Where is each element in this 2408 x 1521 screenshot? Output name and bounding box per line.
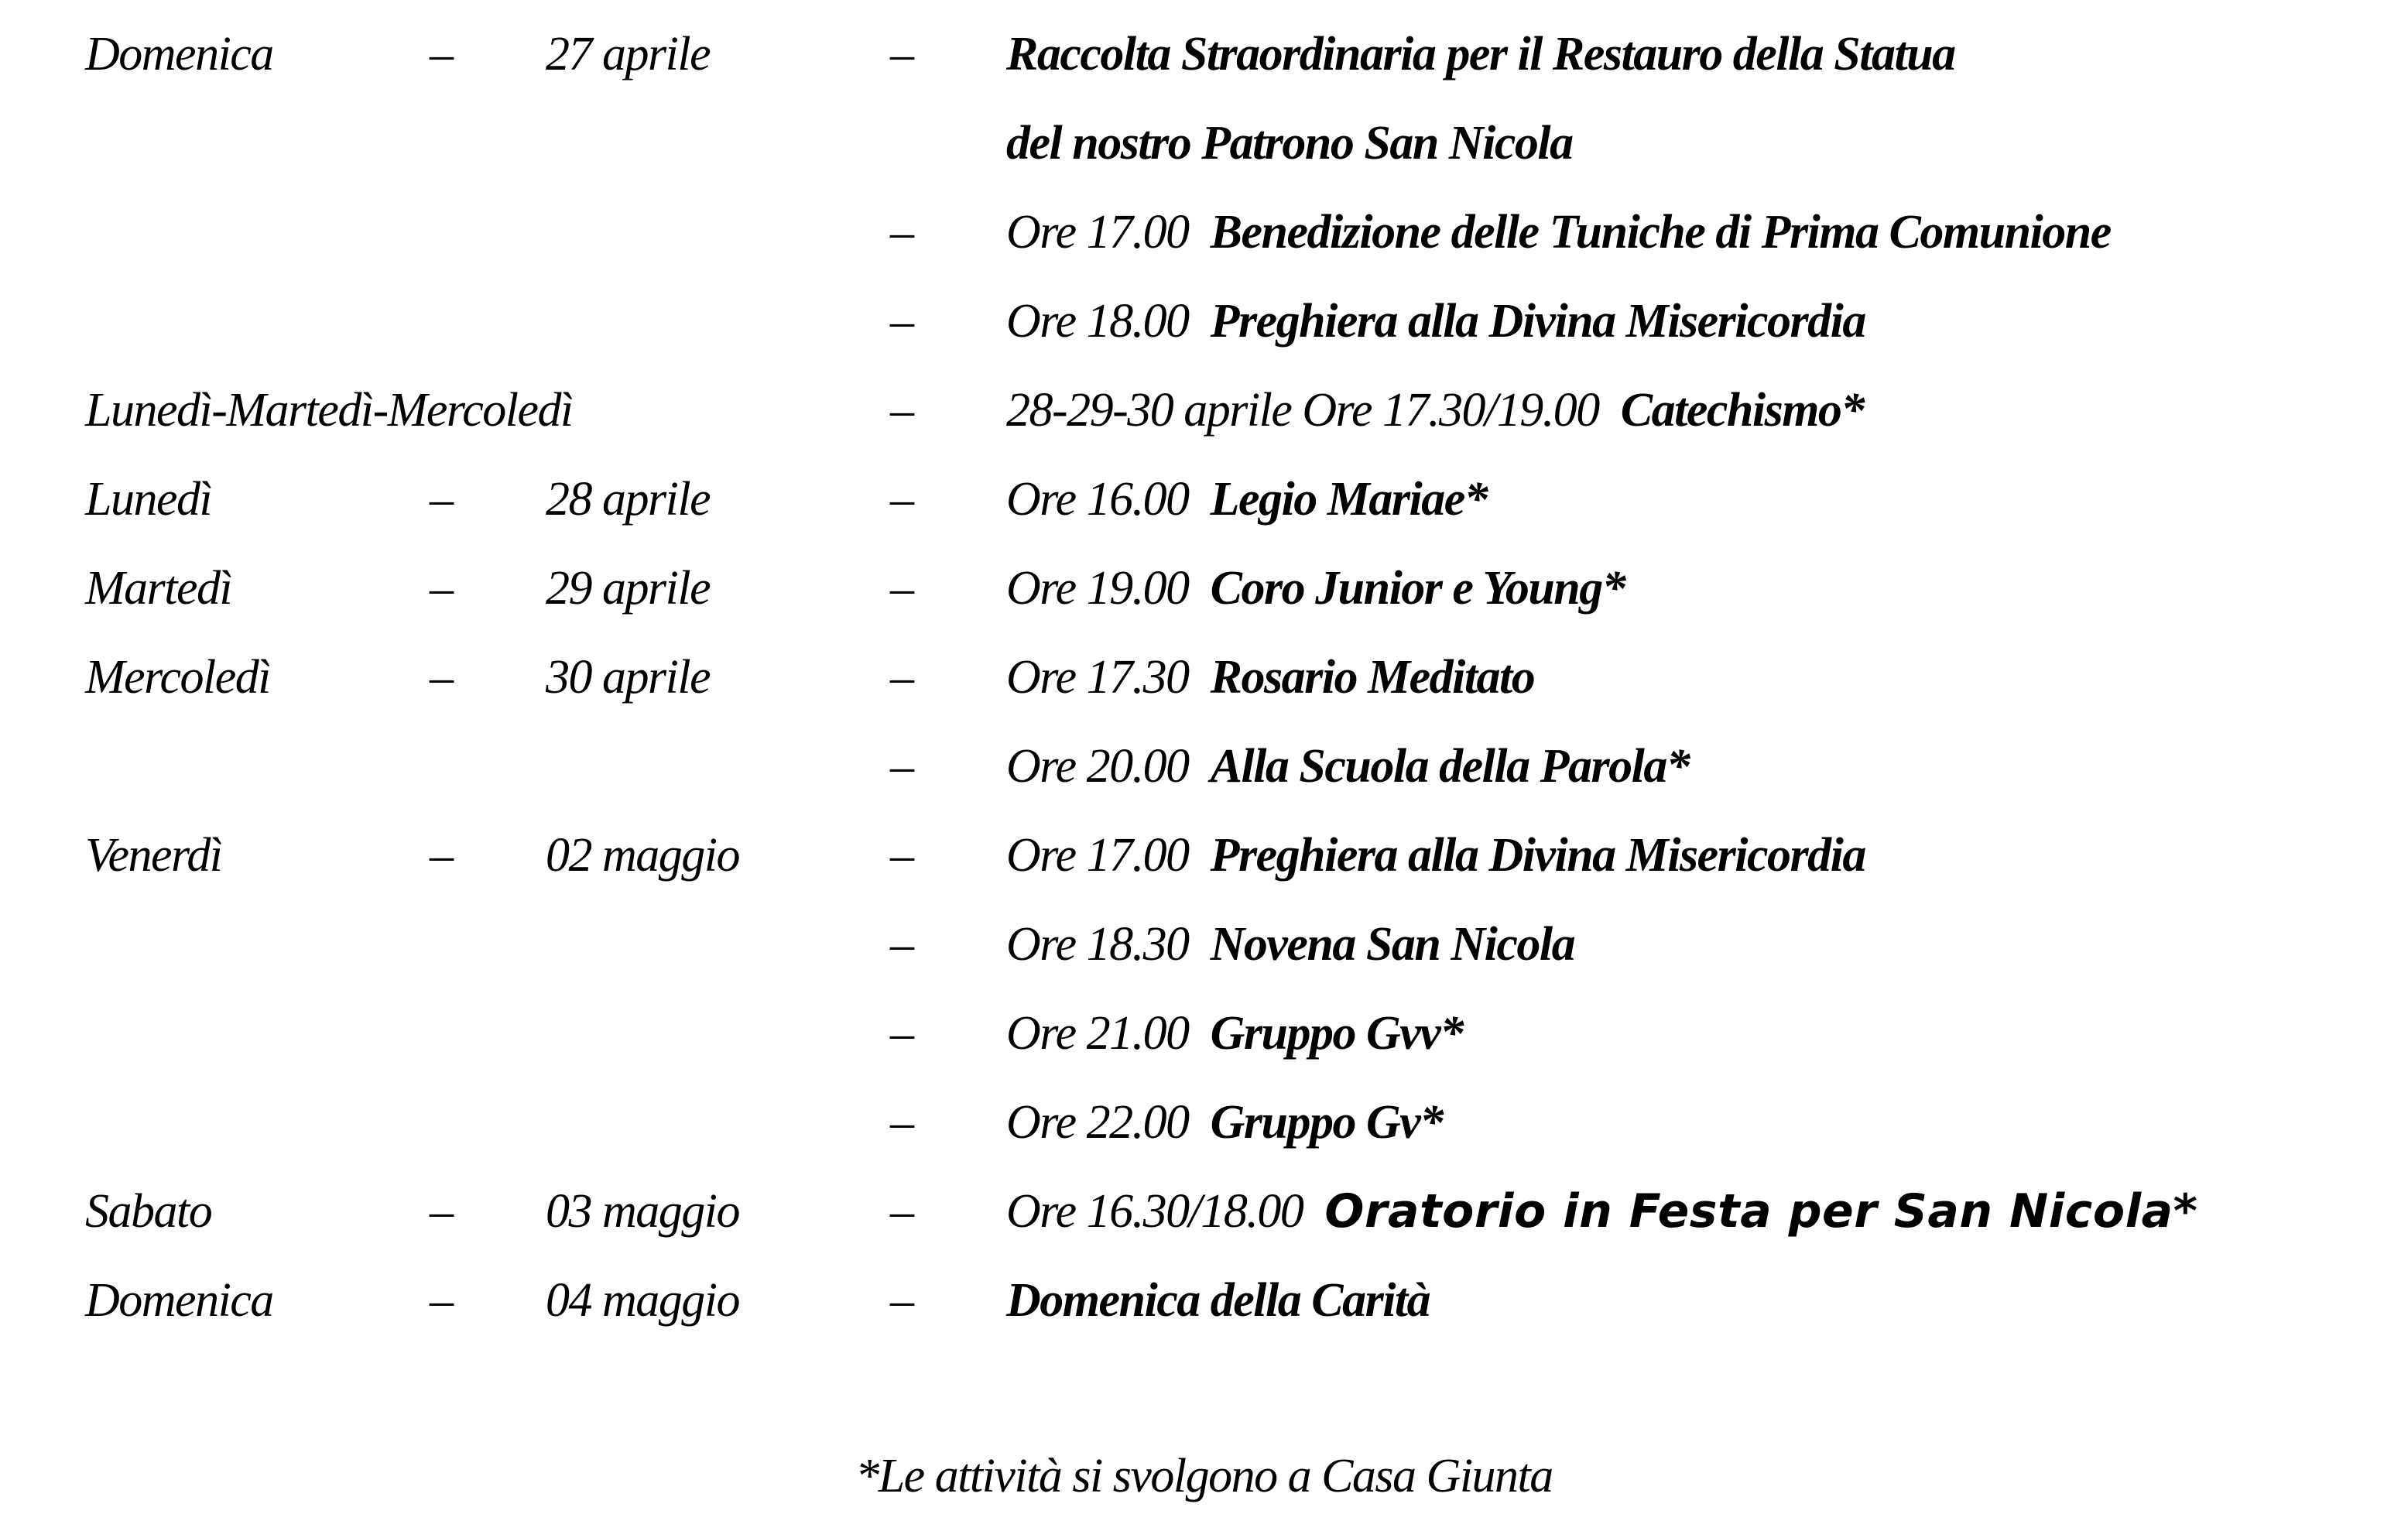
schedule-row bbox=[0, 455, 2408, 544]
separator-dash: – bbox=[890, 384, 913, 437]
schedule-row bbox=[0, 10, 2408, 99]
separator-dash: – bbox=[890, 829, 913, 882]
schedule-row bbox=[0, 277, 2408, 366]
date-label: 03 maggio bbox=[546, 1185, 739, 1238]
event-title: del nostro Patrono San Nicola bbox=[1006, 117, 1573, 170]
event-title: Rosario Meditato bbox=[1210, 651, 1535, 704]
date-label: 02 maggio bbox=[546, 829, 739, 882]
schedule-row bbox=[0, 1078, 2408, 1167]
event-time: Ore 18.00 bbox=[1006, 295, 1189, 348]
event-title: Gruppo Gvv* bbox=[1210, 1007, 1463, 1060]
event-entry bbox=[1006, 455, 1487, 544]
event-entry bbox=[1006, 811, 1865, 900]
day-label: Domenica bbox=[85, 28, 273, 81]
event-time: Ore 21.00 bbox=[1006, 1007, 1189, 1060]
schedule-row bbox=[0, 188, 2408, 277]
date-label: 29 aprile bbox=[546, 562, 711, 615]
event-time: Ore 22.00 bbox=[1006, 1096, 1189, 1149]
event-title: Coro Junior e Young* bbox=[1210, 562, 1625, 615]
day-label: Mercoledì bbox=[85, 651, 270, 704]
event-entry bbox=[1006, 10, 1955, 99]
event-entry bbox=[1006, 544, 1625, 633]
date-label: 27 aprile bbox=[546, 28, 711, 81]
day-label: Venerdì bbox=[85, 829, 222, 882]
event-time: Ore 17.00 bbox=[1006, 206, 1189, 259]
separator-dash: – bbox=[890, 1096, 913, 1149]
day-label: Sabato bbox=[85, 1185, 212, 1238]
event-title: Oratorio in Festa per San Nicola* bbox=[1324, 1184, 2198, 1238]
event-entry bbox=[1006, 989, 1463, 1078]
event-time: Ore 19.00 bbox=[1006, 562, 1189, 615]
event-title: Benedizione delle Tuniche di Prima Comunione bbox=[1210, 206, 2111, 259]
separator-dash: – bbox=[890, 651, 913, 704]
day-label: Martedì bbox=[85, 562, 232, 615]
event-time: 28-29-30 aprile Ore 17.30/19.00 bbox=[1006, 384, 1599, 437]
separator-dash: – bbox=[890, 562, 913, 615]
event-title: Domenica della Carità bbox=[1006, 1274, 1430, 1327]
event-entry bbox=[1006, 900, 1574, 989]
event-entry bbox=[1006, 277, 1865, 366]
separator-dash: – bbox=[430, 1274, 453, 1327]
event-time: Ore 17.30 bbox=[1006, 651, 1189, 704]
event-entry bbox=[1006, 99, 1573, 188]
event-entry bbox=[1006, 722, 1689, 811]
schedule-row bbox=[0, 99, 2408, 188]
separator-dash: – bbox=[890, 740, 913, 793]
date-label: 04 maggio bbox=[546, 1274, 739, 1327]
event-title: Raccolta Straordinaria per il Restauro della Statua bbox=[1006, 28, 1955, 81]
schedule-row bbox=[0, 544, 2408, 633]
separator-dash: – bbox=[890, 28, 913, 81]
event-entry bbox=[1006, 1167, 2198, 1256]
date-label: 30 aprile bbox=[546, 651, 711, 704]
event-entry bbox=[1006, 366, 1864, 455]
event-title: Novena San Nicola bbox=[1210, 918, 1575, 971]
event-title: Preghiera alla Divina Misericordia bbox=[1210, 295, 1865, 348]
event-title: Gruppo Gv* bbox=[1210, 1096, 1443, 1149]
day-label: Domenica bbox=[85, 1274, 273, 1327]
separator-dash: – bbox=[890, 918, 913, 971]
event-title: Catechismo* bbox=[1620, 384, 1864, 437]
separator-dash: – bbox=[890, 473, 913, 526]
footnote: *Le attività si svolgono a Casa Giunta bbox=[855, 1450, 1553, 1502]
separator-dash: – bbox=[430, 28, 453, 81]
schedule-row bbox=[0, 633, 2408, 722]
separator-dash: – bbox=[430, 562, 453, 615]
schedule-row bbox=[0, 1167, 2408, 1256]
event-time: Ore 18.30 bbox=[1006, 918, 1189, 971]
separator-dash: – bbox=[890, 1007, 913, 1060]
separator-dash: – bbox=[430, 473, 453, 526]
schedule-row bbox=[0, 722, 2408, 811]
separator-dash: – bbox=[890, 295, 913, 348]
day-label: Lunedì-Martedì-Mercoledì bbox=[85, 384, 573, 437]
event-title: Alla Scuola della Parola* bbox=[1210, 740, 1690, 793]
schedule-row bbox=[0, 366, 2408, 455]
date-label: 28 aprile bbox=[546, 473, 711, 526]
event-title: Legio Mariae* bbox=[1210, 473, 1488, 526]
schedule-row bbox=[0, 811, 2408, 900]
separator-dash: – bbox=[430, 1185, 453, 1238]
event-entry bbox=[1006, 188, 2111, 277]
event-time: Ore 17.00 bbox=[1006, 829, 1189, 882]
event-time: Ore 16.00 bbox=[1006, 473, 1189, 526]
separator-dash: – bbox=[890, 206, 913, 259]
separator-dash: – bbox=[430, 829, 453, 882]
event-entry bbox=[1006, 1256, 1430, 1345]
schedule-row bbox=[0, 989, 2408, 1078]
schedule-row bbox=[0, 1256, 2408, 1345]
schedule-row bbox=[0, 900, 2408, 989]
separator-dash: – bbox=[890, 1274, 913, 1327]
event-entry bbox=[1006, 1078, 1443, 1167]
event-title: Preghiera alla Divina Misericordia bbox=[1210, 829, 1865, 882]
event-time: Ore 16.30/18.00 bbox=[1006, 1185, 1303, 1238]
day-label: Lunedì bbox=[85, 473, 212, 526]
event-entry bbox=[1006, 633, 1534, 722]
separator-dash: – bbox=[890, 1185, 913, 1238]
event-time: Ore 20.00 bbox=[1006, 740, 1189, 793]
separator-dash: – bbox=[430, 651, 453, 704]
